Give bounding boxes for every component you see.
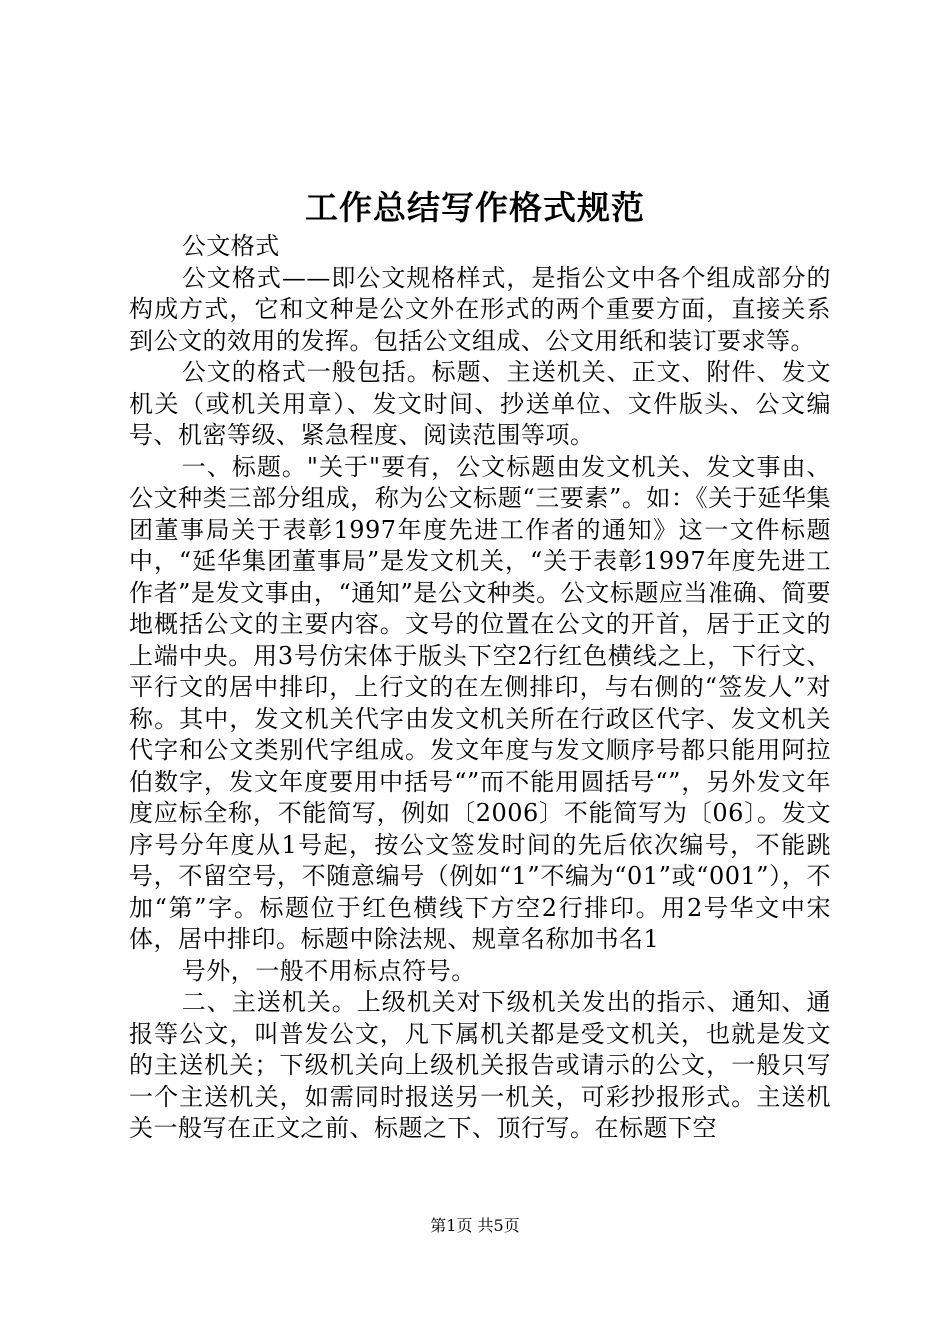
paragraph-heading: 公文格式 bbox=[181, 232, 280, 260]
document-body bbox=[129, 231, 831, 1186]
paragraph: 号外，一般不用标点符号。 bbox=[181, 956, 476, 985]
paragraph: 公文的格式一般包括。标题、主送机关、正文、附件、发文机关（或机关用章）、发文时间、抄送单位、文件版头、公文编号、机密等级、紧急程度、阅读范围等项。 bbox=[129, 358, 831, 449]
paragraph: 公文格式——即公文规格样式，是指公文中各个组成部分的构成方式，它和文种是公文外在形式的两个重要方面，直接关系到公文的效用的发挥。包括公文组成、公文用纸和装订要求等。 bbox=[129, 263, 831, 355]
paragraph: 一、标题。"关于"要有，公文标题由发文机关、发文事由、公文种类三部分组成，称为公文标题“三要素”。如：《关于延华集团董事局关于表彰1997年度先进工作者的通知》这一文件标题中，“延华集团董事局”是发文机关，“关于表彰1997年度先进工作者”是发文事由，“通知”是公文种类。公文标题应当准确、简要地概括公文的主要内容。文号的位置在公文的开首，居于正文的上端中央。用3号仿宋体于版头下空2行红色横线之上，下行文、平行文的居中排印，上行文的在左侧排印，与右侧的“签发人”对称。其中，发文机关代字由发文机关所在行政区代字、发文机关代字和公文类别代字组成。发文年度与发文顺序号都只能用阿拉伯数字，发文年度要用中括号“”而不能用圆括号“”，另外发文年度应标全称，不能简写，例如〔2006〕不能简写为〔06〕。发文序号分年度从1号起，按公文签发时间的先后依次编号，不能跳号，不留空号，不随意编号（例如“1”不编为“01”或“001”），不加“第”字。标题位于红色横线下方空2行排印。用2号华文中宋体，居中排印。标题中除法规、规章名称加书名1 bbox=[129, 452, 831, 953]
page-number-footer: 第1页 共5页 bbox=[430, 1216, 520, 1235]
document-title: 工作总结写作格式规范 bbox=[305, 188, 645, 227]
paragraph: 二、主送机关。上级机关对下级机关发出的指示、通知、通报等公文，叫普发公文，凡下属机关都是受文机关，也就是发文的主送机关；下级机关向上级机关报告或请示的公文，一般只写一个主送机关，如需同时报送另一机关，可彩抄报形式。主送机关一般写在正文之前、标题之下、顶行写。在标题下空 bbox=[129, 988, 831, 1142]
